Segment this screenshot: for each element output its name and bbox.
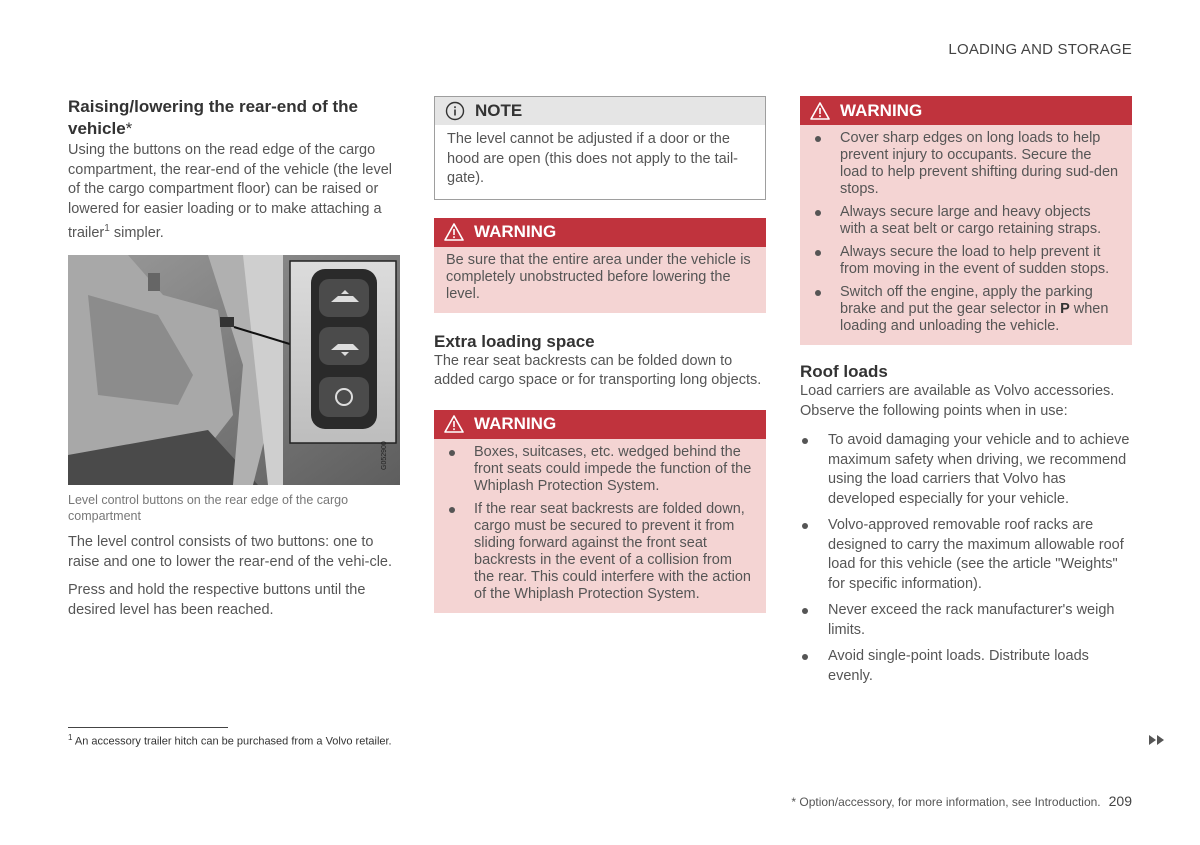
roof-loads-list (800, 431, 1132, 686)
list-item: Always secure large and heavy objects with a seat belt or cargo retaining straps. (812, 204, 1120, 238)
page-number: 209 (1108, 793, 1132, 809)
column-3 (800, 96, 1132, 693)
warning-triangle-icon (444, 223, 464, 241)
next-page-arrows-icon (1148, 734, 1166, 746)
cargo-compartment-illustration (68, 255, 400, 485)
warning-header (434, 218, 766, 247)
figure-code: G052900 (381, 441, 388, 471)
figure-caption: Level control buttons on the rear edge of the cargo compartment (68, 493, 349, 524)
warning-triangle-icon (444, 415, 464, 433)
info-icon (445, 101, 465, 121)
footnote-rule (68, 727, 228, 728)
list-item: Cover sharp edges on long loads to help prevent injury to occupants. Secure the load to help prevent shifting during sud-den stops. (812, 130, 1120, 198)
warning-body (800, 125, 1132, 345)
press-hold-paragraph: Press and hold the respective buttons until the desired level has been reached. (68, 582, 366, 618)
footer (791, 793, 1132, 809)
warning-body (434, 439, 766, 613)
warning-header (434, 410, 766, 439)
warning-body: Be sure that the entire area under the vehicle is completely unobstructed before lowering the level. (434, 247, 766, 313)
list-item: If the rear seat backrests are folded down, cargo must be secured to prevent it from sliding forward against the front seat backrests in the event of a collision from the rear. This could interfere with the action of the Whiplash Protection System. (446, 501, 754, 603)
intro-paragraph (68, 141, 400, 243)
warning-triangle-icon (810, 102, 830, 120)
warning-box-lowering (434, 218, 766, 313)
heading-text: Raising/lowering the rear-end of the vehicle (68, 97, 358, 138)
item-text: when loading and unloading the vehicle. (840, 301, 1109, 334)
list-item: Never exceed the rack manufacturer's weigh limits. (800, 601, 1132, 640)
warning-list (812, 130, 1120, 335)
list-item: Volvo-approved removable roof racks are designed to carry the maximum allowable roof load for this vehicle (see the article "Weights" for specific information). (800, 516, 1132, 594)
extra-loading-heading: Extra loading space (434, 331, 595, 351)
note-title: NOTE (475, 101, 523, 120)
gear-position: P (1060, 301, 1070, 317)
footnote-text: An accessory trailer hitch can be purchased from a Volvo retailer. (72, 735, 392, 748)
intro-text: Using the buttons on the read edge of the cargo compartment, the rear-end of the vehicle (the level of the cargo compartment floor) can be raised or lowered for easier loading or to make attaching a trailer (68, 142, 392, 241)
section-heading-raising (68, 96, 400, 140)
intro-end: simpler. (109, 224, 164, 241)
warning-list (446, 444, 754, 603)
option-note: * Option/accessory, for more information, see Introduction. (791, 795, 1101, 809)
roof-loads-heading: Roof loads (800, 362, 888, 381)
cargo-figure (68, 255, 400, 485)
note-box (434, 96, 766, 200)
list-item: Boxes, suitcases, etc. wedged behind the front seats could impede the function of the Whiplash Protection System. (446, 444, 754, 495)
footnote-marker: 1 (68, 733, 73, 742)
warning-title: WARNING (840, 100, 923, 120)
footnote (68, 733, 392, 748)
extra-loading-text: The rear seat backrests can be folded down to added cargo space or for transporting long objects. (434, 352, 762, 388)
footnote-ref: 1 (104, 223, 110, 234)
warning-title: WARNING (474, 414, 557, 433)
column-1 (68, 96, 400, 620)
list-item: Avoid single-point loads. Distribute loads evenly. (800, 647, 1132, 686)
column-2 (434, 96, 766, 613)
note-header (435, 97, 765, 125)
warning-box-cargo (800, 96, 1132, 345)
list-item (812, 284, 1120, 335)
level-control-paragraph: The level control consists of two buttons: one to raise and one to lower the rear-end of the vehi-cle. (68, 534, 393, 570)
warning-title: WARNING (474, 222, 557, 241)
list-item: To avoid damaging your vehicle and to achieve maximum safety when driving, we recommend using the load carriers that Volvo has developed especially for your vehicle. (800, 431, 1132, 509)
item-text: Switch off the engine, apply the parking brake and put the gear selector in (840, 284, 1093, 317)
warning-box-whiplash (434, 410, 766, 613)
section-title: LOADING AND STORAGE (948, 41, 1132, 58)
note-body: The level cannot be adjusted if a door or the hood are open (this does not apply to the tail-gate). (447, 131, 738, 186)
option-marker: * (125, 119, 133, 138)
roof-loads-intro: Load carriers are available as Volvo accessories. Observe the following points when in use: (800, 383, 1115, 419)
list-item: Always secure the load to help prevent it from moving in the event of sudden stops. (812, 244, 1120, 278)
warning-header (800, 96, 1132, 125)
